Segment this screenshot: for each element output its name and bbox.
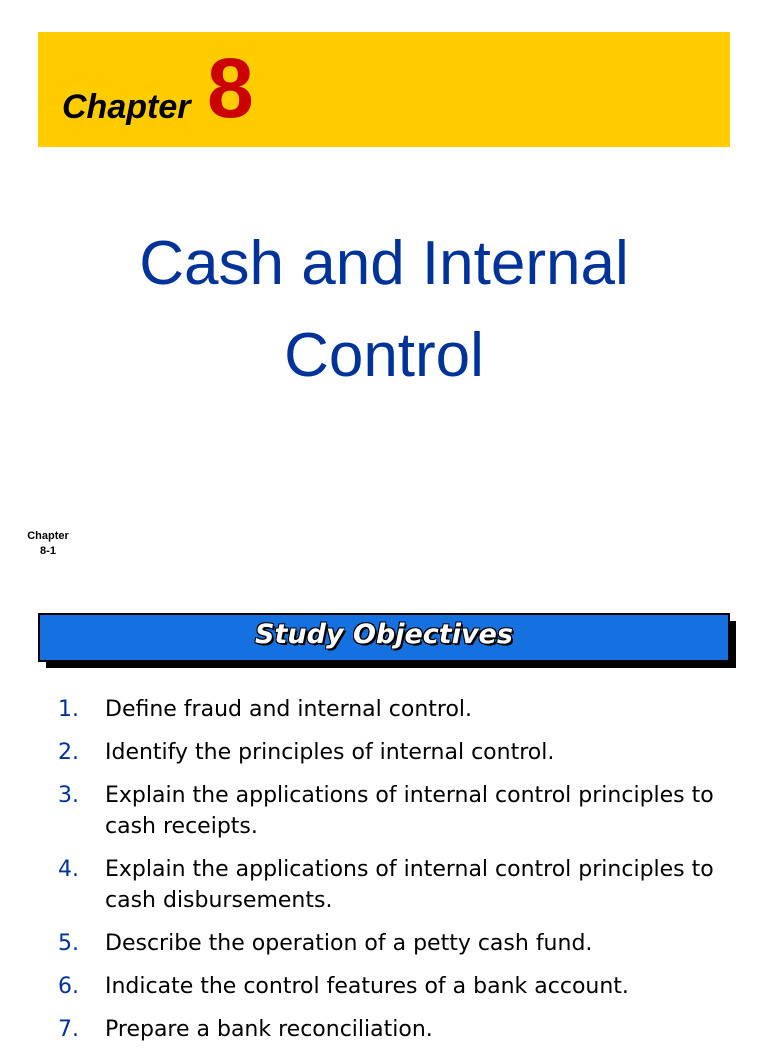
slide-title-line-1: Cash and Internal xyxy=(139,229,629,298)
slide-number-page: 8-1 xyxy=(40,545,56,557)
objective-number: 2. xyxy=(58,740,79,765)
objective-number: 6. xyxy=(58,974,79,999)
objective-text: Prepare a bank reconciliation. xyxy=(105,1017,433,1042)
objective-item xyxy=(58,694,758,725)
objective-item xyxy=(58,854,758,916)
objective-item xyxy=(58,780,758,842)
objectives-header-text: Study Objectives xyxy=(255,619,513,650)
chapter-label: Chapter xyxy=(62,88,191,126)
objective-item xyxy=(58,1014,758,1045)
objective-text: Identify the principles of internal control. xyxy=(105,740,555,765)
objective-number: 5. xyxy=(58,931,79,956)
objective-text: Indicate the control features of a bank account. xyxy=(105,974,629,999)
objective-number: 4. xyxy=(58,857,79,882)
slide-number xyxy=(20,529,76,559)
objective-text: Explain the applications of internal control principles to cash disbursements. xyxy=(105,857,714,913)
slide-title-line-2: Control xyxy=(284,321,484,390)
objective-text: Describe the operation of a petty cash fund. xyxy=(105,931,593,956)
objectives-header xyxy=(38,613,730,662)
objective-text: Explain the applications of internal control principles to cash receipts. xyxy=(105,783,714,839)
slide-number-chapter: Chapter xyxy=(27,530,69,542)
objective-number: 3. xyxy=(58,783,79,808)
chapter-number: 8 xyxy=(207,41,254,135)
objectives-list xyxy=(58,694,758,1057)
objective-item xyxy=(58,737,758,768)
slide-title xyxy=(0,218,768,402)
objective-number: 1. xyxy=(58,697,79,722)
objective-item xyxy=(58,971,758,1002)
objective-text: Define fraud and internal control. xyxy=(105,697,473,722)
objective-item xyxy=(58,928,758,959)
objective-number: 7. xyxy=(58,1017,79,1042)
